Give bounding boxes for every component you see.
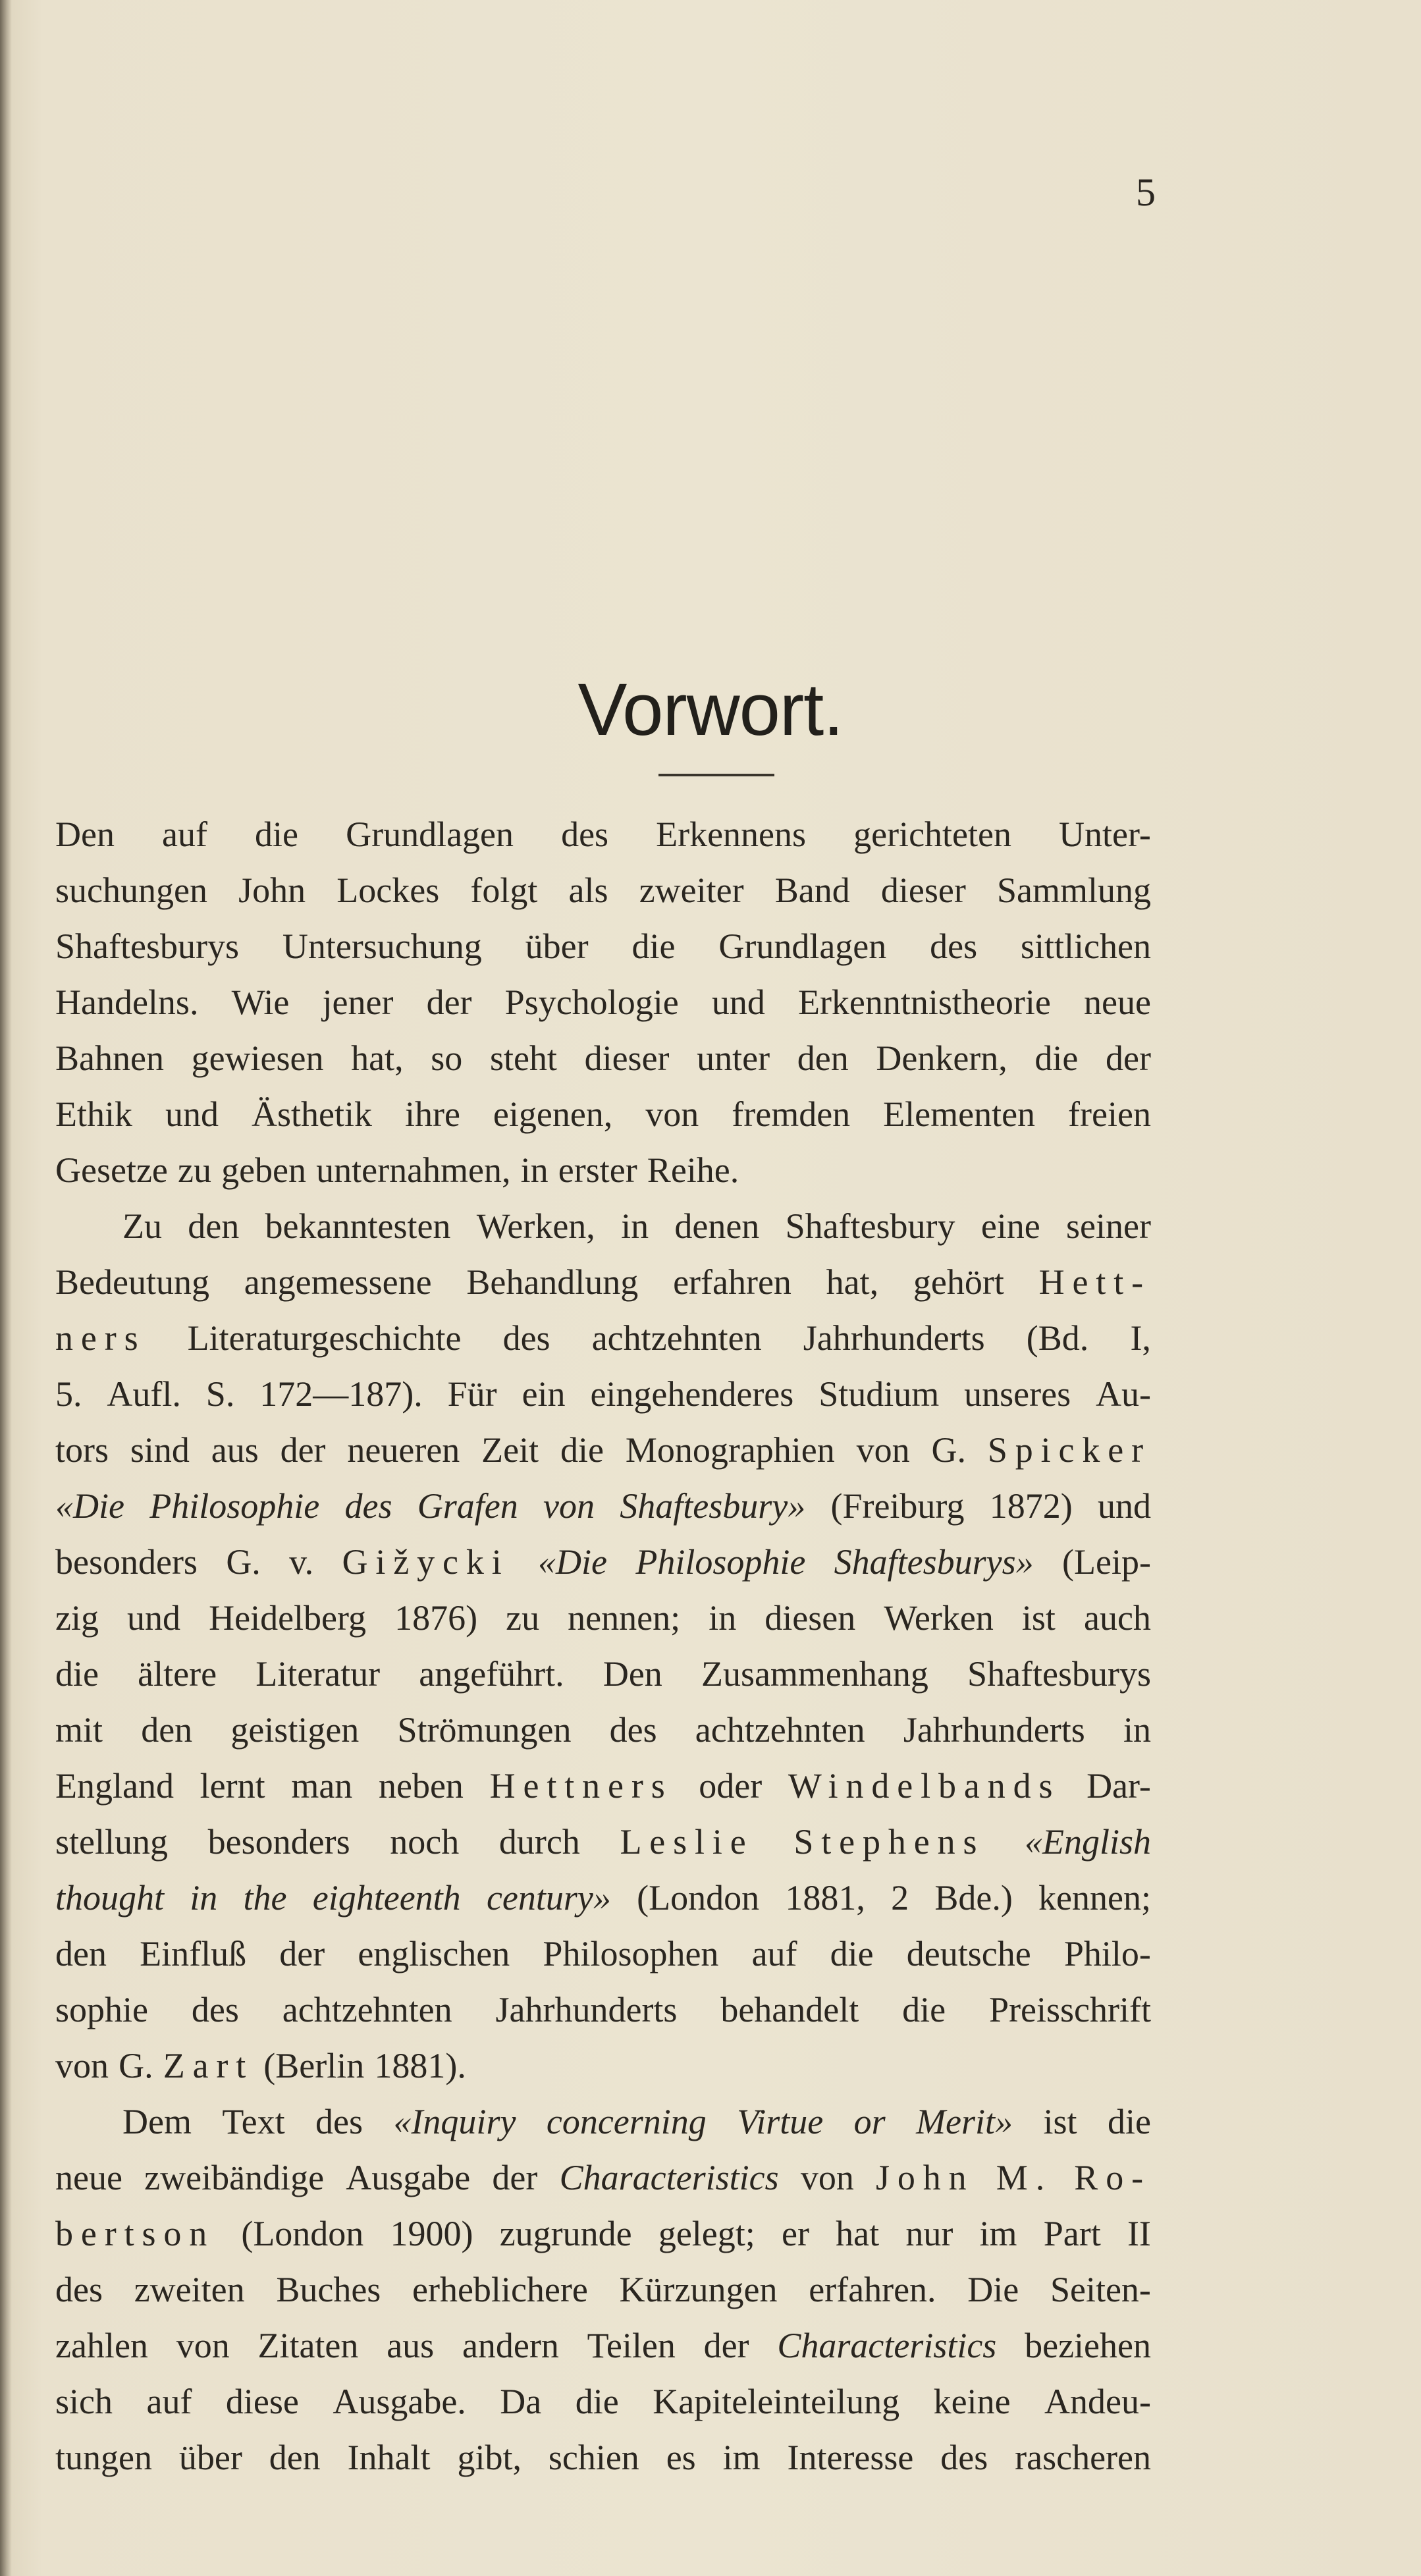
- word: John: [238, 871, 306, 910]
- word: dieser: [584, 1038, 670, 1078]
- word: auch: [1084, 1598, 1151, 1638]
- word: v.: [289, 1542, 314, 1582]
- word: ist: [1043, 2102, 1077, 2141]
- word: man: [291, 1766, 353, 1806]
- word: hat,: [351, 1038, 404, 1078]
- word: folgt: [470, 871, 538, 910]
- word: Buches: [276, 2270, 381, 2309]
- text-line: [55, 1590, 1151, 1646]
- word: zweiten: [134, 2270, 245, 2309]
- word: Windelbands: [788, 1766, 1061, 1806]
- word: gelegt;: [658, 2214, 755, 2253]
- word: in: [190, 1878, 218, 1918]
- word: Ro-: [1074, 2158, 1151, 2197]
- word: Jahrhunderts: [903, 1710, 1085, 1750]
- word: Handelns.: [55, 982, 199, 1022]
- word: achtzehnten: [695, 1710, 865, 1750]
- word: Denkern,: [876, 1038, 1007, 1078]
- text-line: [55, 1031, 1151, 1087]
- word: Wie: [231, 982, 290, 1022]
- word: des: [609, 1710, 657, 1750]
- page-number: 5: [1136, 171, 1156, 214]
- text-line: [55, 2206, 1151, 2262]
- word: gewiesen: [191, 1038, 324, 1078]
- word: andern: [462, 2326, 559, 2365]
- word: (London: [637, 1878, 760, 1918]
- word: «English: [1024, 1822, 1151, 1862]
- word: in: [709, 1598, 737, 1638]
- word: des: [561, 815, 609, 854]
- word: Philosophen: [543, 1934, 719, 1973]
- word: zweiter: [639, 871, 744, 910]
- word: G.: [119, 2046, 153, 2085]
- word: gibt,: [457, 2438, 522, 2477]
- word: lernt: [200, 1766, 265, 1806]
- word: «Die: [55, 1486, 124, 1526]
- word: Strömungen: [397, 1710, 572, 1750]
- text-line: [55, 2094, 1151, 2150]
- word: unternahmen,: [316, 1150, 511, 1190]
- word: Grafen: [417, 1486, 518, 1526]
- word: in: [1123, 1710, 1151, 1750]
- word: 1900): [390, 2214, 473, 2253]
- word: fremden: [732, 1094, 851, 1134]
- word: ältere: [138, 1654, 217, 1694]
- word: (Berlin: [263, 2046, 365, 2085]
- word: achtzehnten: [591, 1318, 762, 1358]
- word: neben: [378, 1766, 464, 1806]
- word: von: [55, 2046, 109, 2085]
- word: diesen: [764, 1598, 856, 1638]
- word: Behandlung: [466, 1262, 639, 1302]
- word: von: [856, 1430, 910, 1470]
- word: 1881,: [785, 1878, 865, 1918]
- word: Dar-: [1086, 1766, 1151, 1806]
- word: Shaftesbury»: [620, 1486, 806, 1526]
- word: keine: [933, 2382, 1011, 2421]
- word: Gižycki: [342, 1542, 510, 1582]
- word: Kürzungen: [619, 2270, 778, 2309]
- word: Shaftesburys: [967, 1654, 1151, 1694]
- word: ihre: [404, 1094, 460, 1134]
- text-line: [55, 863, 1151, 919]
- word: eine: [980, 1206, 1040, 1246]
- word: Interesse: [787, 2438, 914, 2477]
- text-line: [55, 2430, 1151, 2486]
- word: sind: [130, 1430, 190, 1470]
- word: Zeit: [481, 1430, 539, 1470]
- word: geben: [221, 1150, 307, 1190]
- word: in: [520, 1150, 549, 1190]
- word: Studium: [818, 1374, 940, 1414]
- word: Characteristics: [559, 2158, 779, 2197]
- word: Elementen: [883, 1094, 1036, 1134]
- word: Shaftesburys»: [834, 1542, 1034, 1582]
- word: Ausgabe: [346, 2158, 471, 2197]
- page-spine-shadow: [0, 0, 12, 2576]
- word: geistigen: [230, 1710, 360, 1750]
- word: freien: [1068, 1094, 1151, 1134]
- word: Hettners: [489, 1766, 673, 1806]
- word: Dem: [122, 2102, 192, 2141]
- word: I,: [1130, 1318, 1151, 1358]
- word: 1876): [394, 1598, 478, 1638]
- word: Kapiteleinteilung: [653, 2382, 900, 2421]
- word: aus: [387, 2326, 435, 2365]
- word: Grundlagen: [718, 926, 887, 966]
- word: eighteenth: [312, 1878, 461, 1918]
- word: S.: [205, 1374, 235, 1414]
- word: Sammlung: [996, 871, 1151, 910]
- word: tors: [55, 1430, 109, 1470]
- word: erheblichere: [412, 2270, 588, 2309]
- word: Seiten-: [1050, 2270, 1151, 2309]
- word: 172—187).: [259, 1374, 423, 1414]
- word: angeführt.: [419, 1654, 564, 1694]
- word: als: [568, 871, 608, 910]
- page-heading: Vorwort.: [577, 668, 844, 751]
- word: die: [631, 926, 676, 966]
- word: des: [315, 2102, 363, 2141]
- word: concerning: [546, 2102, 707, 2141]
- word: sophie: [55, 1990, 148, 2029]
- word: diese: [225, 2382, 299, 2421]
- word: 2: [891, 1878, 909, 1918]
- word: der: [426, 982, 472, 1022]
- text-line: [55, 1534, 1151, 1590]
- word: Zu: [122, 1206, 162, 1246]
- word: Ethik: [55, 1094, 132, 1134]
- word: Spicker: [987, 1430, 1151, 1470]
- word: er: [781, 2214, 809, 2253]
- text-line: [55, 975, 1151, 1031]
- word: zweibändige: [144, 2158, 325, 2197]
- word: 5.: [55, 1374, 82, 1414]
- word: Unter-: [1059, 815, 1151, 854]
- word: hat: [836, 2214, 880, 2253]
- word: die: [255, 815, 299, 854]
- text-line: [55, 1814, 1151, 1870]
- word: ein: [522, 1374, 566, 1414]
- word: von: [176, 2326, 230, 2365]
- word: Leslie: [620, 1822, 754, 1862]
- word: «Die: [538, 1542, 607, 1582]
- word: Die: [967, 2270, 1019, 2309]
- word: von: [543, 1486, 595, 1526]
- word: Bedeutung: [55, 1262, 209, 1302]
- word: bertson: [55, 2214, 215, 2253]
- word: Au-: [1096, 1374, 1151, 1414]
- text-line: [55, 1366, 1151, 1422]
- heading-rule: [658, 774, 774, 776]
- word: Bahnen: [55, 1038, 164, 1078]
- word: über: [178, 2438, 242, 2477]
- word: neue: [1083, 982, 1151, 1022]
- word: auf: [146, 2382, 192, 2421]
- word: G.: [931, 1430, 966, 1470]
- word: Merit»: [916, 2102, 1013, 2141]
- word: des: [930, 926, 978, 966]
- word: auf: [162, 815, 207, 854]
- word: Werken: [884, 1598, 994, 1638]
- word: (Leip-: [1062, 1542, 1151, 1582]
- word: sittlichen: [1021, 926, 1151, 966]
- word: Ästhetik: [251, 1094, 372, 1134]
- text-line: [55, 2318, 1151, 2374]
- word: den: [269, 2438, 321, 2477]
- word: die: [560, 1430, 604, 1470]
- word: die: [55, 1654, 99, 1694]
- word: rascheren: [1015, 2438, 1151, 2477]
- word: durch: [498, 1822, 580, 1862]
- word: kennen;: [1038, 1878, 1151, 1918]
- word: des: [55, 2270, 103, 2309]
- word: zig: [55, 1598, 99, 1638]
- word: über: [525, 926, 589, 966]
- word: Zart: [163, 2046, 254, 2085]
- word: des: [502, 1318, 550, 1358]
- text-line: [55, 2150, 1151, 2206]
- word: achtzehnten: [282, 1990, 452, 2029]
- word: die: [1034, 1038, 1079, 1078]
- word: gehört: [913, 1262, 1004, 1302]
- word: hat,: [826, 1262, 879, 1302]
- word: Jahrhunderts: [803, 1318, 985, 1358]
- word: (London: [241, 2214, 364, 2253]
- word: (Freiburg: [830, 1486, 965, 1526]
- word: Shaftesburys: [55, 926, 239, 966]
- word: neue: [55, 2158, 122, 2197]
- word: schien: [548, 2438, 639, 2477]
- word: Lockes: [336, 871, 440, 910]
- word: und: [127, 1598, 181, 1638]
- text-line: [55, 1478, 1151, 1534]
- word: zu: [178, 1150, 211, 1190]
- word: die: [1107, 2102, 1151, 2141]
- word: aus: [211, 1430, 259, 1470]
- text-line: [55, 2262, 1151, 2318]
- word: der: [492, 2158, 538, 2197]
- text-line: [55, 1982, 1151, 2038]
- word: Preisschrift: [989, 1990, 1151, 2029]
- word: es: [666, 2438, 696, 2477]
- word: Inhalt: [347, 2438, 431, 2477]
- word: Den: [55, 815, 115, 854]
- word: Gesetze: [55, 1150, 168, 1190]
- word: Text: [222, 2102, 285, 2141]
- word: Hett-: [1038, 1262, 1151, 1302]
- text-line: [55, 2374, 1151, 2430]
- word: angemessene: [244, 1262, 432, 1302]
- word: jener: [322, 982, 394, 1022]
- word: Grundlagen: [346, 815, 514, 854]
- word: Für: [447, 1374, 497, 1414]
- word: erster: [558, 1150, 637, 1190]
- word: nennen;: [568, 1598, 681, 1638]
- word: des: [940, 2438, 988, 2477]
- word: besonders: [207, 1822, 350, 1862]
- word: in: [621, 1206, 649, 1246]
- word: or: [853, 2102, 886, 2141]
- word: eigenen,: [493, 1094, 613, 1134]
- word: so: [431, 1038, 463, 1078]
- word: zahlen: [55, 2326, 148, 2365]
- text-line: [55, 1087, 1151, 1142]
- word: Untersuchung: [282, 926, 482, 966]
- text-line: [55, 1198, 1151, 1254]
- word: gerichteten: [853, 815, 1011, 854]
- text-line: [55, 1758, 1151, 1814]
- word: der: [1106, 1038, 1151, 1078]
- word: suchungen: [55, 871, 207, 910]
- word: denen: [674, 1206, 760, 1246]
- word: Psychologie: [504, 982, 679, 1022]
- word: sich: [55, 2382, 113, 2421]
- text-line: [55, 1870, 1151, 1926]
- word: ist: [1021, 1598, 1056, 1638]
- word: den: [141, 1710, 193, 1750]
- word: behandelt: [720, 1990, 859, 2029]
- word: und: [711, 982, 765, 1022]
- word: der: [280, 1430, 326, 1470]
- word: unseres: [964, 1374, 1071, 1414]
- word: mit: [55, 1710, 103, 1750]
- word: II: [1127, 2214, 1151, 2253]
- word: Heidelberg: [209, 1598, 367, 1638]
- word: steht: [489, 1038, 557, 1078]
- word: die: [902, 1990, 946, 2029]
- word: unter: [697, 1038, 770, 1078]
- word: Andeu-: [1044, 2382, 1151, 2421]
- text-line: [55, 1646, 1151, 1702]
- word: Jahrhunderts: [495, 1990, 678, 2029]
- word: Ausgabe.: [333, 2382, 466, 2421]
- word: die: [830, 1934, 874, 1973]
- word: Werken,: [476, 1206, 595, 1246]
- word: Zitaten: [257, 2326, 359, 2365]
- word: Philosophie: [635, 1542, 806, 1582]
- text-line: [55, 919, 1151, 975]
- word: Philo-: [1063, 1934, 1151, 1973]
- word: 1872): [989, 1486, 1073, 1526]
- word: Da: [500, 2382, 542, 2421]
- word: den: [797, 1038, 849, 1078]
- word: nur: [905, 2214, 953, 2253]
- word: von: [800, 2158, 854, 2197]
- word: und: [1097, 1486, 1151, 1526]
- word: deutsche: [906, 1934, 1031, 1973]
- word: den: [188, 1206, 240, 1246]
- word: Reihe.: [647, 1150, 739, 1190]
- word: im: [979, 2214, 1017, 2253]
- word: the: [243, 1878, 287, 1918]
- text-line: [55, 1310, 1151, 1366]
- word: im: [722, 2438, 761, 2477]
- word: von: [645, 1094, 699, 1134]
- word: erfahren.: [809, 2270, 936, 2309]
- word: thought: [55, 1878, 165, 1918]
- word: auf: [751, 1934, 797, 1973]
- text-line: [55, 1926, 1151, 1982]
- word: (Bd.: [1026, 1318, 1089, 1358]
- word: England: [55, 1766, 174, 1806]
- word: noch: [390, 1822, 460, 1862]
- word: Erkennens: [656, 815, 807, 854]
- word: ners: [55, 1318, 146, 1358]
- word: die: [575, 2382, 619, 2421]
- word: Philosophie: [149, 1486, 320, 1526]
- word: «Inquiry: [393, 2102, 516, 2141]
- word: stellung: [55, 1822, 168, 1862]
- word: 1881).: [374, 2046, 466, 2085]
- text-line: [55, 2038, 1151, 2094]
- word: und: [165, 1094, 219, 1134]
- word: Stephens: [793, 1822, 985, 1862]
- word: Characteristics: [777, 2326, 997, 2365]
- word: englischen: [358, 1934, 510, 1973]
- word: des: [191, 1990, 239, 2029]
- text-line: [55, 1254, 1151, 1310]
- word: der: [279, 1934, 325, 1973]
- word: Aufl.: [107, 1374, 181, 1414]
- word: bekanntesten: [265, 1206, 451, 1246]
- text-line: [55, 1142, 1151, 1198]
- word: zu: [506, 1598, 540, 1638]
- word: den: [55, 1934, 107, 1973]
- word: Part: [1043, 2214, 1101, 2253]
- word: Virtue: [737, 2102, 824, 2141]
- word: Bde.): [934, 1878, 1013, 1918]
- body-text: [55, 807, 1151, 2486]
- word: Monographien: [625, 1430, 835, 1470]
- word: des: [344, 1486, 392, 1526]
- word: John: [876, 2158, 975, 2197]
- word: neueren: [347, 1430, 460, 1470]
- word: G.: [226, 1542, 261, 1582]
- word: dieser: [880, 871, 966, 910]
- word: seiner: [1066, 1206, 1151, 1246]
- word: Zusammenhang: [701, 1654, 928, 1694]
- word: Erkenntnistheorie: [797, 982, 1051, 1022]
- word: oder: [699, 1766, 763, 1806]
- word: Shaftesbury: [785, 1206, 955, 1246]
- word: der: [703, 2326, 749, 2365]
- word: eingehenderes: [590, 1374, 794, 1414]
- text-line: [55, 1702, 1151, 1758]
- word: Literaturgeschichte: [187, 1318, 462, 1358]
- word: Literatur: [255, 1654, 381, 1694]
- word: Einfluß: [140, 1934, 247, 1973]
- text-line: [55, 807, 1151, 863]
- word: beziehen: [1025, 2326, 1151, 2365]
- word: century»: [486, 1878, 611, 1918]
- word: Band: [774, 871, 850, 910]
- word: Teilen: [587, 2326, 676, 2365]
- word: Den: [603, 1654, 662, 1694]
- word: M.: [996, 2158, 1053, 2197]
- text-line: [55, 1422, 1151, 1478]
- word: erfahren: [673, 1262, 791, 1302]
- word: zugrunde: [499, 2214, 632, 2253]
- word: tungen: [55, 2438, 152, 2477]
- word: besonders: [55, 1542, 198, 1582]
